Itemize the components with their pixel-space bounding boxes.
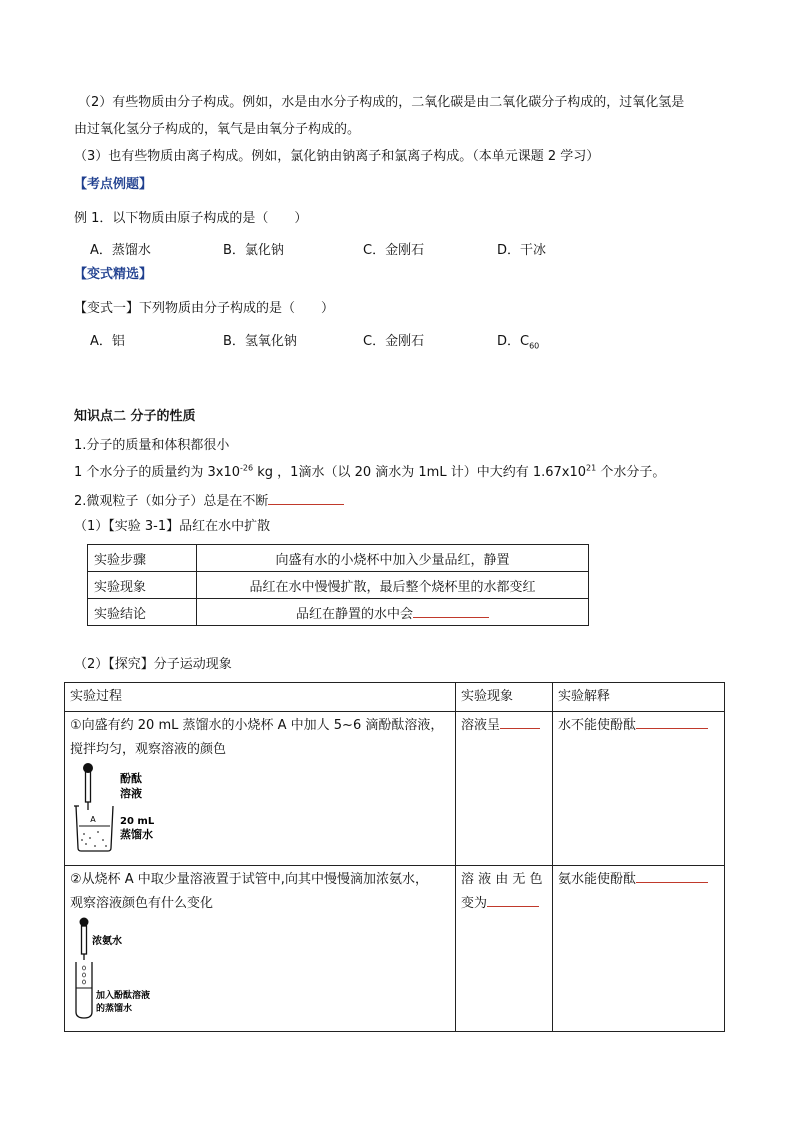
intro-line-2b: 由过氧化氢分子构成的，氧气是由氧分子构成的。 xyxy=(74,122,361,137)
experiment1-title: （1）【实验 3-1】品红在水中扩散 xyxy=(74,519,271,534)
header-phenomenon: 实验现象 xyxy=(456,683,553,712)
row1-process-b: 搅拌均匀，观察溶液的颜色 xyxy=(70,742,227,757)
header-process: 实验过程 xyxy=(65,683,456,712)
row1-process xyxy=(65,712,456,866)
table1-value-steps: 向盛有水的小烧杯中加入少量品红，静置 xyxy=(197,545,589,572)
intro-line-3: （3）也有些物质由离子构成。例如，氯化钠由钠离子和氯离子构成。（本单元课题 2 学习） xyxy=(74,149,600,164)
fig2-label-ammonia: 浓氨水 xyxy=(92,936,122,947)
fig1-label-solution: 溶液 xyxy=(120,787,142,800)
table1-value-phenomenon: 品红在水中慢慢扩散，最后整个烧杯里的水都变红 xyxy=(197,572,589,599)
table-row xyxy=(88,599,589,626)
experiment2-table xyxy=(64,682,725,1032)
table-row xyxy=(88,545,589,572)
section2-point1: 1.分子的质量和体积都很小 xyxy=(74,438,230,453)
row1-explanation xyxy=(553,712,725,866)
table1-label-conclusion: 实验结论 xyxy=(88,599,197,626)
row2-explanation-text: 氨水能使酚酞 xyxy=(558,872,637,887)
row2-phenomenon xyxy=(456,866,553,1032)
variant-option-d xyxy=(497,333,539,351)
fig1-label-water: 蒸馏水 xyxy=(120,828,153,841)
row2-process-a: ②从烧杯 A 中取少量溶液置于试管中,向其中慢慢滴加浓氨水， xyxy=(70,872,428,887)
point2-text: 2.微观粒子（如分子）总是在不断 xyxy=(74,494,269,509)
section2-point1-detail xyxy=(74,464,665,482)
intro-line-2a: （2）有些物质由分子构成。例如，水是由水分子构成的，二氧化碳是由二氧化碳分子构成的，过氧化氢是 xyxy=(78,95,685,110)
fig2-label-solution-a: 加入酚酞溶液 xyxy=(96,991,151,1001)
table1-label-phenomenon: 实验现象 xyxy=(88,572,197,599)
mass-exponent: -26 xyxy=(240,463,254,473)
row2-phenomenon-a: 溶 液 由 无 色 xyxy=(461,872,543,887)
example-option-d: D．干冰 xyxy=(497,243,547,258)
row2-explanation xyxy=(553,866,725,1032)
fig2-label-solution-b: 的蒸馏水 xyxy=(96,1004,133,1014)
count-exponent: 21 xyxy=(586,463,597,473)
variant-option-b: B．氢氧化钠 xyxy=(223,334,297,349)
fig1-label-beaker: A xyxy=(90,815,96,824)
row1-process-a: ①向盛有约 20 mL 蒸馏水的小烧杯 A 中加人 5~6 滴酚酞溶液， xyxy=(70,718,444,733)
row1-phenomenon-text: 溶液呈 xyxy=(461,718,501,733)
variant-option-c: C．金刚石 xyxy=(363,334,425,349)
table-row xyxy=(65,866,725,1032)
row2-process-b: 观察溶液颜色有什么变化 xyxy=(70,896,214,911)
mass-text-b: kg ，1滴水（以 20 滴水为 1mL 计）中大约有 1.67x10 xyxy=(253,465,587,480)
example-question: 例 1．以下物质由原子构成的是（ ） xyxy=(74,211,308,226)
conclusion-blank[interactable] xyxy=(413,604,489,618)
variant-tag: 【变式精选】 xyxy=(74,267,153,282)
experiment2-title: （2）【探究】分子运动现象 xyxy=(74,657,232,672)
table-row xyxy=(88,572,589,599)
row2-process xyxy=(65,866,456,1032)
example-option-b: B．氯化钠 xyxy=(223,243,284,258)
mass-text-a: 1 个水分子的质量约为 3x10 xyxy=(74,465,241,480)
row1-phenomenon xyxy=(456,712,553,866)
row1-explanation-text: 水不能使酚酞 xyxy=(558,718,637,733)
table-row xyxy=(65,712,725,866)
mass-text-c: 个水分子。 xyxy=(596,465,666,480)
table1-label-steps: 实验步骤 xyxy=(88,545,197,572)
table-header-row xyxy=(65,683,725,712)
example-option-a: A．蒸馏水 xyxy=(90,243,151,258)
section2-title: 知识点二 分子的性质 xyxy=(74,409,196,424)
table1-value-conclusion xyxy=(197,599,589,626)
row1-explanation-blank[interactable] xyxy=(636,715,708,729)
variant-option-a: A．铝 xyxy=(90,334,125,349)
beaker-dropper-figure xyxy=(70,762,180,854)
point2-blank[interactable] xyxy=(268,491,344,505)
example-tag: 【考点例题】 xyxy=(74,177,153,192)
row1-phenomenon-blank[interactable] xyxy=(500,715,540,729)
section2-point2 xyxy=(74,491,344,511)
variant-question: 【变式一】下列物质由分子构成的是（ ） xyxy=(74,301,335,316)
conclusion-text: 品红在静置的水中会 xyxy=(295,606,413,622)
row2-explanation-blank[interactable] xyxy=(636,869,708,883)
fig1-label-volume: 20 mL xyxy=(120,816,155,827)
test-tube-figure xyxy=(70,916,200,1020)
row2-phenomenon-blank[interactable] xyxy=(487,893,539,907)
header-explanation: 实验解释 xyxy=(553,683,725,712)
row2-phenomenon-line2 xyxy=(461,892,547,916)
row2-phenomenon-b: 变为 xyxy=(461,896,488,911)
fig1-label-phenolphthalein: 酚酞 xyxy=(120,772,142,785)
example-option-c: C．金刚石 xyxy=(363,243,425,258)
experiment1-table xyxy=(87,544,589,626)
variant-option-d-text: D．C xyxy=(497,334,530,349)
variant-option-d-subscript: 60 xyxy=(529,341,540,351)
